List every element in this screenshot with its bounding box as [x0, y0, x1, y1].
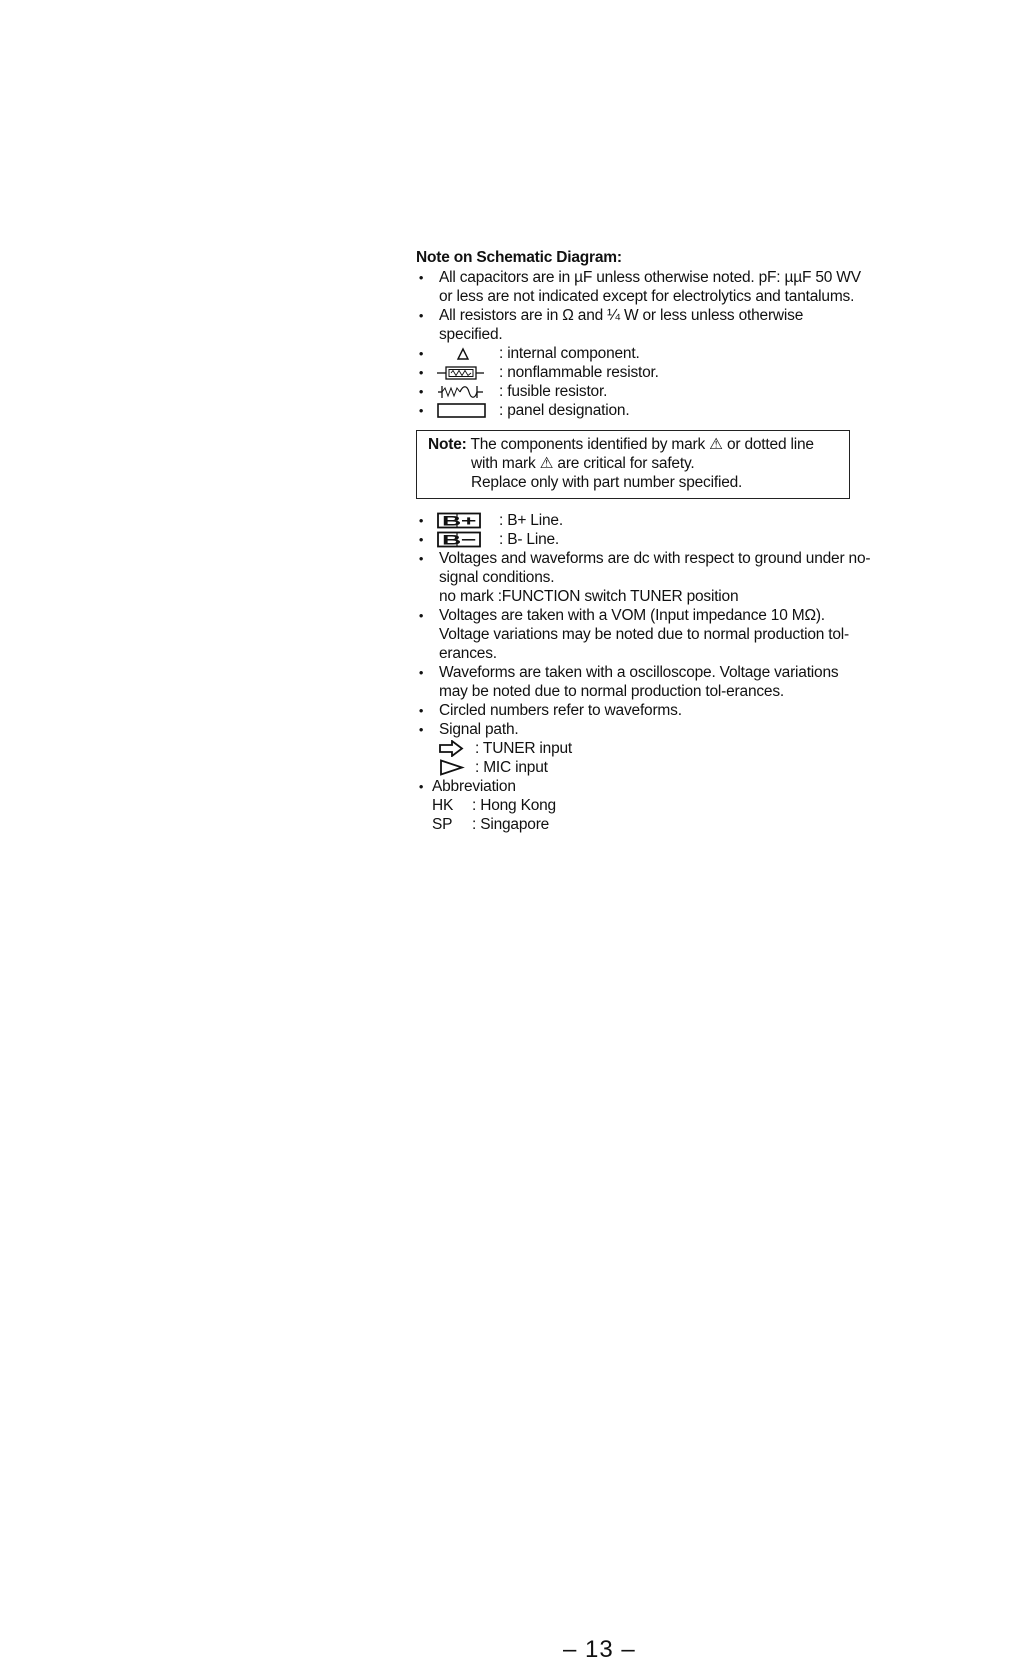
bullet-icon: • — [418, 346, 424, 361]
bullet-icon: • — [418, 308, 424, 323]
list-item: • Signal path. : TUNER input : MIC input — [416, 720, 866, 777]
list-item: • Circled numbers refer to waveforms. — [416, 701, 866, 720]
bullet-icon: • — [418, 270, 424, 285]
symbol-row-panel: • : panel designation. — [416, 401, 866, 420]
list-item: • Voltages and waveforms are dc with respect to ground under no-signal conditions. no mark :FUNCTION switch TUNER position — [416, 549, 889, 606]
bullet-icon: • — [418, 608, 424, 623]
notes-title: Note on Schematic Diagram: — [416, 249, 622, 266]
safety-note-box: Note: The components identified by mark ⚠ or dotted line with mark ⚠ are critical for safety. Replace only with part number specified. — [416, 430, 850, 499]
b-plus-icon — [437, 512, 493, 529]
fusible-resistor-icon — [437, 383, 493, 400]
symbol-row-b-minus: • B− : B- Line. — [416, 530, 866, 549]
panel-designation-icon — [437, 402, 493, 419]
bullet-icon: • — [418, 513, 424, 528]
list-item: • All resistors are in Ω and ¼ W or less unless otherwise specified. — [416, 306, 866, 344]
symbol-row-b-plus: • B+ : B+ Line. — [416, 511, 866, 530]
bullet-icon: • — [418, 365, 424, 380]
bullet-icon: • — [418, 665, 424, 680]
mic-arrow-icon — [439, 759, 465, 776]
list-item: • All capacitors are in µF unless otherwise noted. pF: µµF 50 WV or less are not indicated except for electrolytics and tantalums. — [416, 268, 866, 306]
tuner-signal-row: : TUNER input — [439, 739, 866, 758]
bullet-icon: • — [418, 703, 424, 718]
bullet-icon: • — [418, 551, 424, 566]
bullet-icon: • — [418, 532, 424, 547]
symbol-row-nonflammable: • : nonflammable resistor. — [416, 363, 866, 382]
triangle-icon — [437, 345, 493, 362]
mic-signal-row: : MIC input — [439, 758, 866, 777]
schematic-notes — [416, 248, 871, 834]
nonflammable-resistor-icon — [437, 364, 493, 381]
abbr-row-hk: HK : Hong Kong — [432, 797, 556, 814]
list-item: • Abbreviation HK : Hong Kong SP : Singapore — [416, 777, 866, 834]
svg-text:B+: B+ — [442, 512, 477, 529]
note-label: Note: — [428, 436, 467, 453]
bullet-icon: • — [418, 384, 424, 399]
svg-text:B−: B− — [442, 531, 477, 548]
bullet-icon: • — [418, 779, 424, 794]
abbr-row-sp: SP : Singapore — [432, 816, 550, 833]
bullet-icon: • — [418, 403, 424, 418]
symbol-row-fusible: • : fusible resistor. — [416, 382, 866, 401]
list-item: • Waveforms are taken with a oscilloscope. Voltage variations may be noted due to normal production tol-erances. — [416, 663, 866, 701]
tuner-arrow-icon — [439, 740, 465, 757]
b-minus-icon — [437, 531, 493, 548]
list-item: • Voltages are taken with a VOM (Input impedance 10 MΩ). Voltage variations may be noted due to normal production tol-erances. — [416, 606, 866, 663]
symbol-row-internal: • : internal component. — [416, 344, 866, 363]
page-number: – 13 – — [563, 1636, 636, 1663]
bullet-icon: • — [418, 722, 424, 737]
